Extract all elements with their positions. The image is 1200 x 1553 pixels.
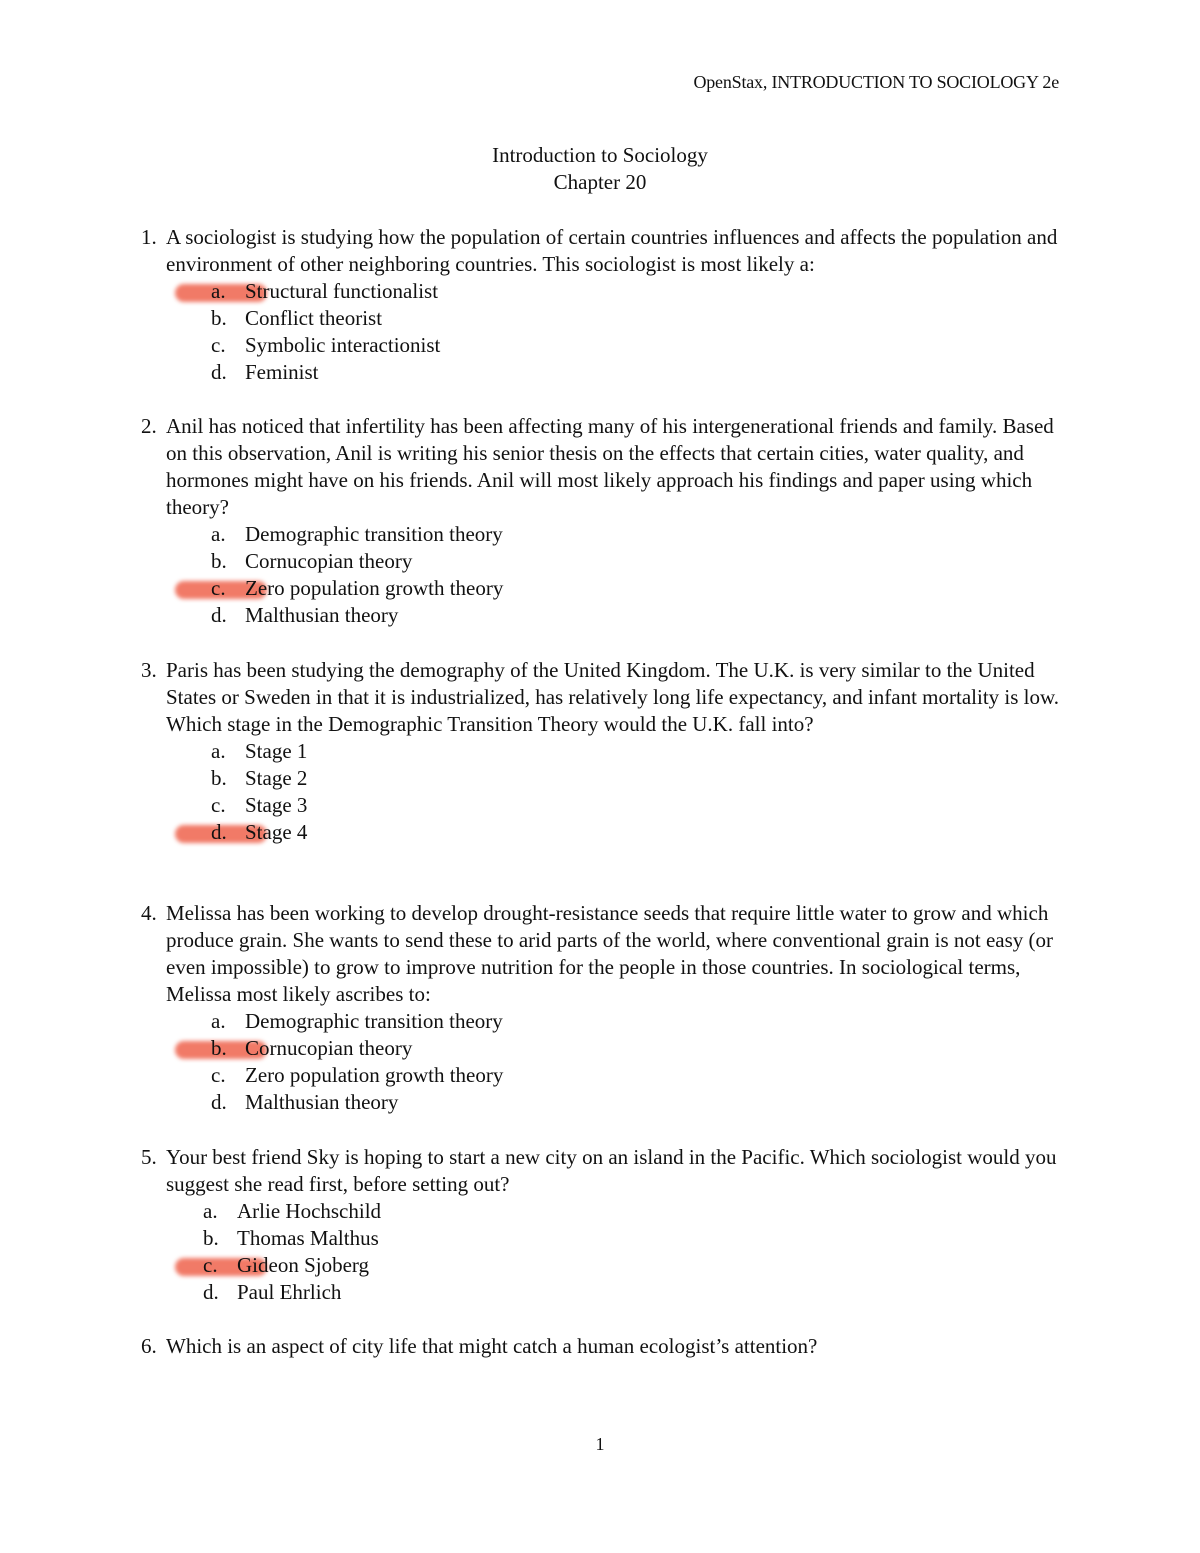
option-text: Feminist [245, 360, 319, 384]
answer-option-d [141, 1089, 1066, 1116]
question-number: 2. [141, 414, 157, 438]
question-6 [141, 1333, 1066, 1360]
option-letter: a. [211, 522, 226, 546]
answer-option-c [141, 792, 1066, 819]
answer-option-d [141, 819, 1066, 846]
answer-option-a [141, 278, 1066, 305]
option-text: Thomas Malthus [237, 1226, 379, 1250]
option-text: Stage 4 [245, 820, 308, 844]
answer-option-b [141, 1225, 1066, 1252]
question-1 [141, 224, 1066, 386]
question-text: A sociologist is studying how the population of certain countries influences and affects the population and environment of other neighboring countries. This sociologist is most likely a: [166, 225, 1058, 276]
option-letter: c. [211, 576, 226, 600]
option-letter: d. [211, 360, 227, 384]
option-letter: c. [203, 1253, 218, 1277]
question-number: 4. [141, 901, 157, 925]
question-5 [141, 1144, 1066, 1306]
title-line-chapter: Chapter 20 [553, 170, 647, 194]
answer-options [141, 1198, 1066, 1306]
question-4 [141, 900, 1066, 1116]
option-text: Malthusian theory [245, 603, 399, 627]
option-text: Zero population growth theory [245, 1063, 504, 1087]
question-2 [141, 413, 1066, 629]
answer-option-a [141, 1198, 1066, 1225]
question-3 [141, 657, 1066, 846]
question-text: Your best friend Sky is hoping to start a new city on an island in the Pacific. Which sociologist would you suggest she read first, before setting out? [166, 1145, 1057, 1196]
option-text: Cornucopian theory [245, 549, 413, 573]
title-line-course: Introduction to Sociology [492, 143, 708, 167]
answer-option-c [141, 332, 1066, 359]
answer-options [141, 1008, 1066, 1116]
option-letter: d. [211, 1090, 227, 1114]
option-text: Gideon Sjoberg [237, 1253, 370, 1277]
answer-option-b [141, 1035, 1066, 1062]
option-text: Stage 2 [245, 766, 308, 790]
answer-option-a [141, 1008, 1066, 1035]
answer-option-b [141, 548, 1066, 575]
answer-option-d [141, 602, 1066, 629]
question-text: Which is an aspect of city life that might catch a human ecologist’s attention? [166, 1334, 818, 1358]
option-text: Structural functionalist [245, 279, 439, 303]
option-letter: c. [211, 793, 226, 817]
answer-option-b [141, 765, 1066, 792]
option-text: Demographic transition theory [245, 522, 503, 546]
question-number: 6. [141, 1334, 157, 1358]
option-text: Demographic transition theory [245, 1009, 503, 1033]
answer-option-a [141, 521, 1066, 548]
option-letter: b. [211, 306, 227, 330]
option-text: Zero population growth theory [245, 576, 504, 600]
option-text: Conflict theorist [245, 306, 383, 330]
option-letter: b. [211, 1036, 227, 1060]
option-letter: b. [211, 766, 227, 790]
answer-option-b [141, 305, 1066, 332]
answer-option-c [141, 1062, 1066, 1089]
option-letter: d. [203, 1280, 219, 1304]
option-letter: a. [211, 1009, 226, 1033]
answer-option-d [141, 1279, 1066, 1306]
option-text: Cornucopian theory [245, 1036, 413, 1060]
document-title [0, 142, 1200, 196]
question-number: 5. [141, 1145, 157, 1169]
answer-options [141, 738, 1066, 846]
page-header: OpenStax, INTRODUCTION TO SOCIOLOGY 2e [693, 72, 1059, 92]
option-letter: a. [211, 279, 226, 303]
option-text: Malthusian theory [245, 1090, 399, 1114]
option-text: Stage 1 [245, 739, 308, 763]
answer-option-d [141, 359, 1066, 386]
option-text: Symbolic interactionist [245, 333, 441, 357]
option-letter: a. [203, 1199, 218, 1223]
option-text: Paul Ehrlich [237, 1280, 342, 1304]
question-text: Melissa has been working to develop drought-resistance seeds that require little water to grow and which produce grain. She wants to send these to arid parts of the world, where conventional grain is not easy (or even impossible) to grow to improve nutrition for the people in those countries. In sociological terms, Melissa most likely ascribes to: [166, 901, 1054, 1006]
option-letter: b. [211, 549, 227, 573]
answer-option-a [141, 738, 1066, 765]
option-text: Stage 3 [245, 793, 308, 817]
question-text: Anil has noticed that infertility has been affecting many of his intergenerational friends and family. Based on this observation, Anil is writing his senior thesis on the effects that certain cities, water quality, and hormones might have on his friends. Anil will most likely approach his findings and paper using which theory? [166, 414, 1054, 519]
question-text: Paris has been studying the demography of the United Kingdom. The U.K. is very similar to the United States or Sweden in that it is industrialized, has relatively long life expectancy, and infant mortality is low. Which stage in the Demographic Transition Theory would the U.K. fall into? [166, 658, 1060, 736]
option-text: Arlie Hochschild [237, 1199, 382, 1223]
option-letter: a. [211, 739, 226, 763]
answer-option-c [141, 575, 1066, 602]
answer-options [141, 278, 1066, 386]
option-letter: d. [211, 820, 227, 844]
option-letter: c. [211, 333, 226, 357]
page-number: 1 [595, 1434, 605, 1454]
answer-options [141, 521, 1066, 629]
question-number: 1. [141, 225, 157, 249]
question-number: 3. [141, 658, 157, 682]
option-letter: b. [203, 1226, 219, 1250]
answer-option-c [141, 1252, 1066, 1279]
option-letter: d. [211, 603, 227, 627]
option-letter: c. [211, 1063, 226, 1087]
